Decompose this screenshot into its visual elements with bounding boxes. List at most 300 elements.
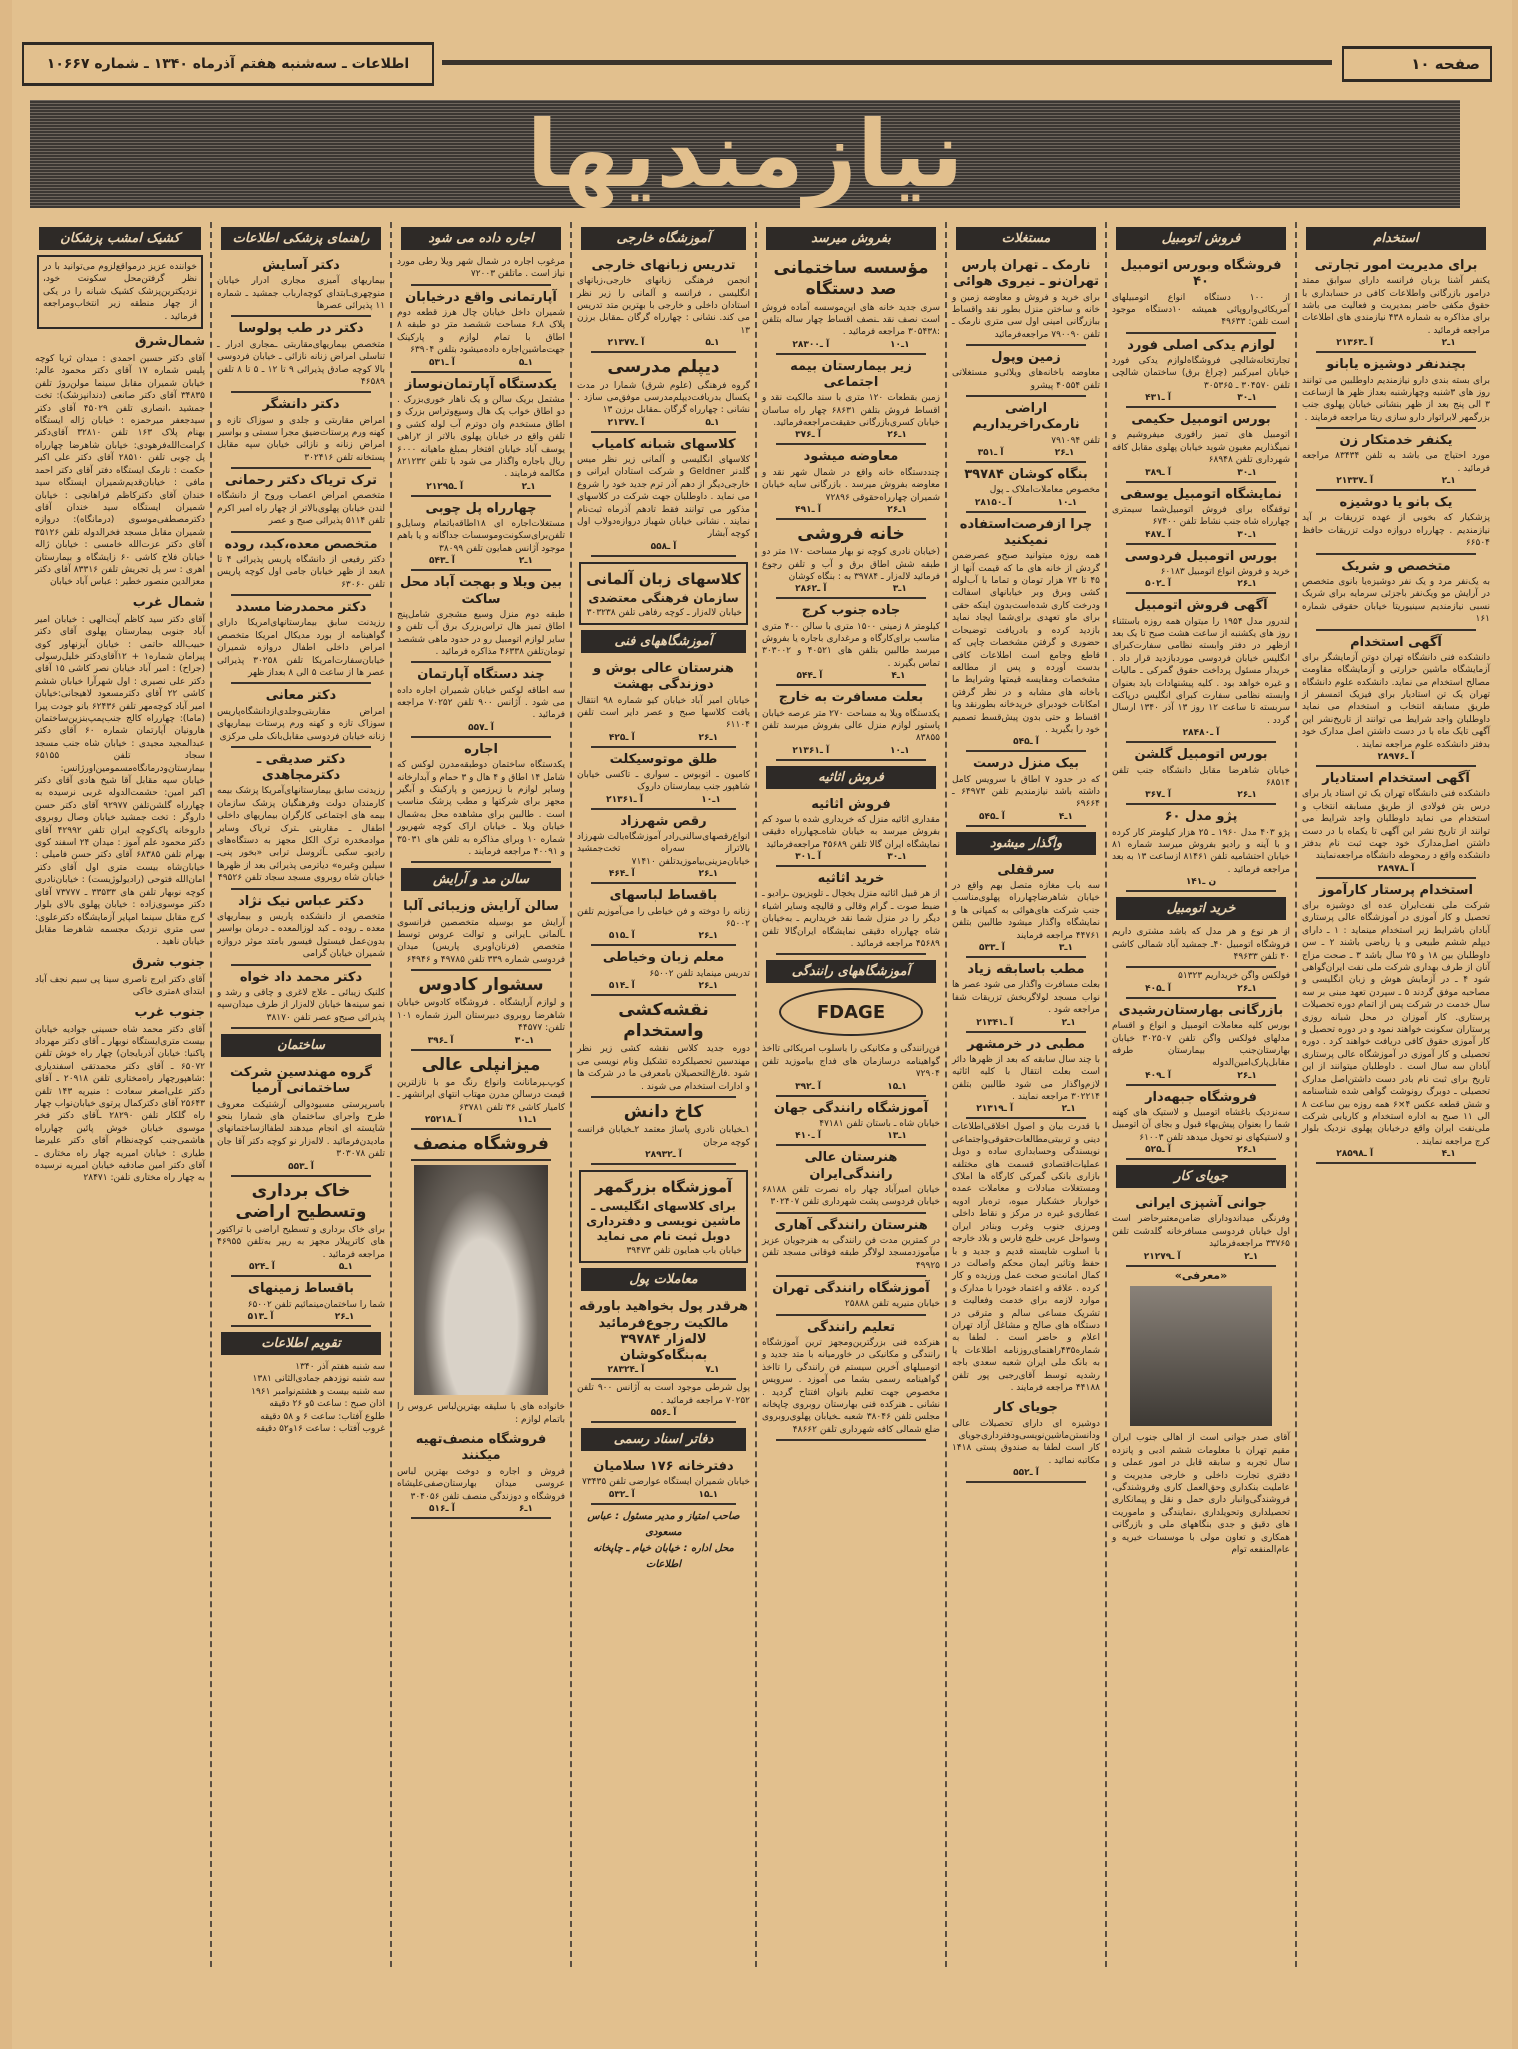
classified-ad: [772, 1277, 940, 1316]
ad-body: فروش و اجاره و دوخت بهترین لباس عروسی میدان بهارستان‌صفی‌علیشاه فروشگاه و دوزندگی منصف تلفن ۳۰۴۰۵۶: [397, 1466, 565, 1502]
ad-content: [577, 814, 750, 879]
ad-content: [952, 1037, 1100, 1115]
classified-ad: [577, 1380, 751, 1423]
portrait-photo: [1130, 1286, 1272, 1426]
ad-title: اراضی نارمک‌راخریداریم: [972, 401, 1080, 433]
ad-content: [397, 377, 565, 492]
ad-title: بازرگانی بهارستان‌رشیدی: [1118, 1002, 1284, 1018]
ad-code: آ ـ۵۵۷: [468, 722, 494, 733]
ad-title: چرا ازفرصت‌استفاده نمیکنید: [959, 516, 1093, 548]
classified-ad: [231, 1277, 385, 1327]
ad-title: فروشگاه وبورس اتومبیل ۴۰: [1120, 258, 1282, 290]
ad-code: آ ـ۲۸۹۷۸: [1377, 863, 1415, 874]
classified-ad: [1112, 999, 1290, 1086]
ad-content: [952, 467, 1100, 508]
ad-title: نقشه‌کشی واستخدام: [618, 999, 709, 1042]
ad-title: مؤسسه ساختمانی صد دستگاه: [773, 258, 929, 300]
section-heading: فروش اتومبیل: [1116, 227, 1286, 250]
ad-code: ۱ـ۲۶: [698, 931, 719, 942]
ad-title: هنرستان عالی رانندگی‌ایران: [804, 1150, 898, 1182]
classified-ad: [1112, 1192, 1290, 1266]
ad-title: دیپلم مدرسی: [607, 357, 720, 378]
classified-ad: [762, 1146, 940, 1213]
ad-code: آ ـ۲۱۳۱۹: [976, 1104, 1014, 1115]
article-text: آقای دکتر سید کاظم آیت‌الهی : خیابان امیر آباد جنوبی بیمارستان پهلوی آقای دکتر حبیب‌الله حاتمی : خیابان آیزنهاور کوی پیرامان شماره۱ + ۱۲آقای‌دکتر خلیل‌رسولی (جراح) : امیر آباد خیابان نصر کاشی ۱۵ آقای دکتر علی نصیری : اول شهرآرا خیابان ششم کاشی ۲۲ آقای دکترمسعود لاهیجانی:خیابان امیر آباد کوچه‌مهر تلفن ۶۲۴۳۶ بانو جودت پیرا (ماما): چهارراه کالج جنب‌پمپ‌بنزین‌ساختمان هارونیان آپارتمان شماره ۶۰ آقای دکتر عبدالمجید مجیدی : خیابان شاه جنب مسجد سجاد تلفن ۶۵۱۵۵ بیمارستان‌ودرمانگاه‌مسمومین‌اورژانس: خیابان سپه مقابل آقا شیخ هادی آقای دکتر اکبر امین: حشمت‌الدوله غربی نرسیده به چهارراه گلشن‌تلفن ۹۲۹۷۷ آقای دکتر حسن داروگر : تخت جمشید خیابان وصال روبروی داروخانه پاک‌کوچه ایران تلفن ۴۲۹۹۲ آقای دکتر محمود علم آموز : میدان ۲۴ اسفند کوی بهرام تلفن ۶۸۳۸۵ آقای دکتر حسن فامیلی : خیابان‌شاه بیست متری اول آقای دکتر امان‌الله فتوحی (رادیولوژیست) : خیابان‌نادری کوچه نوبهار تلفن های ۳۳۵۳۳ ـ ۷۳۷۷۷ آقای دکتر موسوی‌زاده : خیابان پهلوی بالای بلوار کرج مقابل سینما امپایر آزمایشگاه دکترعلوی: سی متری نزدیک مجسمه شاهرضا مقابل خیابان ناهید .: [35, 614, 206, 948]
calendar-block: [217, 1359, 385, 1437]
ad-body: همه روزه میتوانید صبح‌و عصرضمن گردش از خانه های ما که قیمت آنها از ۴۵ تا ۷۳ هزار تومان و تماما با آب‌لوله کشی وبرق وبر خیابانهای اسفالت ودرخت کاری شده‌است‌بدون اینکه حقی برای ماو تعهدی برای‌شما ایجاد نماید بازدید کرده و بادریافت توضیحات حضوری و گرفتن مشخصات چاپی که قاطع وجامع است اطلاعات کافی بدست آورده و پس از مطالعه مشخصات ومقایسه قیمتها وشرایط ما باخانه های مشابه و در نظر گرفتن امکانات خودبرای خریدخانه بطورنقد ویا اقساط و حتی بدون پیش‌قسط تصمیم خود را بگیرید .: [952, 551, 1101, 735]
article-text: خانواده های با سلیقه بهترین‌لباس عروس را باتمام لوازم :: [397, 1402, 565, 1425]
classified-ad: [1112, 483, 1290, 545]
ad-content: [952, 517, 1100, 748]
ad-body: برای بسته بندی دارو نیازمندیم داوطلبین می توانند روز های ۳شنبه وچهارشنبه بعداز ظهر ها ازساعت ۳ الی پنج بعد از ظهر بنشانی خیابان پهلوی جنب بزرگمهر لابراتوار دارو سازی ریتا مراجعه فرمایند .: [1302, 375, 1490, 423]
ad-body: شما را ساختمان‌مینمائیم تلفن ۶۵۰۰۲: [247, 1299, 385, 1310]
ad-code: آ ـ۵۵۶: [650, 1408, 677, 1419]
classified-ad: [1112, 334, 1290, 408]
classified-ad: [1302, 631, 1490, 768]
boxed-ad: [579, 1170, 748, 1263]
ad-code: آ ـ۲۱۳۴۱: [976, 1017, 1014, 1028]
ad-code: آ ـ۲۱۳۳۷: [1336, 476, 1374, 487]
ad-title: هنرستان عالی بوش و دوزندگی بهشت: [593, 661, 734, 693]
ad-code: آ ـ۲۸۵۹۸: [1336, 1149, 1374, 1160]
section-heading: راهنمای پزشکی اطلاعات: [221, 227, 381, 250]
issue-line: اطلاعات ـ سه‌شنبه هفتم آذرماه ۱۳۴۰ ـ شماره ۱۰۶۶۷: [22, 42, 434, 86]
ad-code: آ ـ۲۱۳۶۱: [606, 794, 643, 805]
ad-codes: [1302, 338, 1490, 348]
calendar-line: اذان صبح : ساعت ۵و ۲۶ دقیقه: [269, 1399, 385, 1410]
ad-body: کامیون ـ اتوبوس ـ سواری ـ تاکسی خیابان شاهپور جنب بیمارستان داروک: [577, 769, 750, 793]
ad-code: آ ـ۲۸۴۸۰: [1182, 728, 1220, 739]
page-number: صفحه ۱۰: [1342, 46, 1492, 82]
ad-body: خیابان باب همایون تلفن ۳۹۴۷۳: [626, 1245, 742, 1256]
ad-code: ۱ـ۲: [1061, 1104, 1076, 1115]
ad-codes: [762, 505, 940, 515]
ad-codes: [762, 1131, 940, 1141]
ad-content: [1112, 809, 1290, 887]
ad-codes: [217, 1262, 385, 1272]
ad-content: [577, 752, 750, 805]
boxed-ad: [579, 562, 748, 625]
ad-code: ۱ـ۵: [518, 357, 533, 368]
ad-title: بورس اتومبیل فردوسی: [1124, 548, 1278, 564]
classified-ad: [1302, 879, 1491, 1164]
ad-code: ۱ـ۲: [1244, 1251, 1259, 1262]
classified-ad: [397, 1428, 565, 1519]
ad-codes: [762, 584, 940, 594]
ad-body: خواننده عزیز درمواقع‌لزوم می‌توانید با در نظر گرفتن‌محل سکونت خود، نزدیکترین‌پزشک کشیک شبانه را در یکی از چهار منطقه زیر انتخاب‌ومراجعه فرمائید .: [43, 262, 197, 322]
ad-body: در کمترین مدت فن رانندگی به هنرجویان عزیز میآموزد‌مسجد لولاگر طبقه فوقانی مسجد تلفن ۴۹۹۲۵: [762, 1235, 940, 1271]
ad-content: [577, 888, 750, 941]
ad-codes: [1302, 752, 1490, 762]
ad-code: آ ـ۲۱۳۷۷: [607, 338, 645, 349]
ad-code: ۱ـ۲۶: [698, 869, 719, 880]
ad-content: [762, 1150, 940, 1208]
ad-body: تجارتخانه‌شالچی فروشگاه‌لوازم یدکی فورد خیابان امیرکبیر (چراغ برق) ساختمان شالچی تلفن ۳۰۴۵۷۰ ـ ۳۰۵۳۶۵: [1112, 355, 1290, 391]
ad-content: [1302, 258, 1490, 348]
ad-codes: [1112, 530, 1290, 540]
classified-ad: [1112, 743, 1290, 805]
ad-codes: [762, 852, 940, 862]
ad-title: آگهی استخدام: [1350, 634, 1442, 650]
ad-body: برای خرید و فروش و معاوضه زمین و خانه و ساختن منزل بطور نقد واقساط ببازرگانی امینی اول سی متری نارمک ـ تلفن ۷۹۰۰۹۰ مراجعه‌فرمائید: [952, 292, 1100, 340]
article-text: آقای دکتر حسین احمدی : میدان ثریا کوچه پلیس شماره ۱۷ آقای دکتر محمود عالم: خیابان شمیران مقابل سینما مولن‌روژ تلفن ۳۴۸۳۵ آقای دکتر صانعی (دندانپزشک): تخت جمشید ،انصاری تلفن ۴۵۰۲۹ آقای دکتر سیدجعفر میرحمزه : خیابان ژاله ایستگاه بهنام پلاک ۱۶۳ تلفن ۳۲۸۱۰ آقای‌دکتر کرامت‌الله‌فرهودی: خیابان شاهرضا چهارراه پل چوبی تلفن ۲۸۵۱۰ آقای دکتر علی اکبر حکمت : نارمک ایستگاه دفتر آقای دکتر احمد مافی : خیابان‌قدیم‌شمیران ایستگاه سید خندان آقای دکتر‌کاظم فراهانچی : خیابان شمیران ایستگاه سید خندان آقای دکتر‌مصطفی‌موسوی (درمانگاه): دروازه شمیران مقابل مسجد فخرالدوله تلفن ۳۵۱۲۶ آقای دکتر عزت‌الله خامسی : خیابان ژاله خیابان فلاح کاشی ۶۰ زایشگاه و بیمارستان اهری : سر پل تجریش تلفن ۸۳۳۱۶ آقای دکتر معزالدین منصور خطیر : عباس آباد خیابان: [35, 354, 206, 588]
ad-code: آ ـ۲۸۹۳۲: [645, 1150, 682, 1161]
ad-content: [217, 1065, 385, 1172]
ad-body: و لوازم آرایشگاه . فروشگاه کادوس خیابان شاهرضا روبروی دبیرستان البرز شماره ۱۰۱ تلفن: ۴۴۵۷۷: [397, 998, 565, 1034]
ad-body: معاوضه باخانه‌های ویلائی‌و مستغلاتی تلفن ۴۰۵۵۴ پیشرو: [952, 368, 1100, 391]
ad-title: جاده جنوب کرج: [801, 603, 901, 619]
ad-columns: [30, 222, 1495, 1967]
ad-code: آ ـ۵۳۱: [429, 357, 455, 368]
ad-content: [952, 1400, 1100, 1478]
ad-code: ۱ـ۲۶: [887, 504, 907, 515]
ad-column: [390, 222, 570, 1967]
ad-title: متخصص معده،کبد، روده: [224, 536, 378, 552]
ad-body: دانشکده فنی دانشگاه تهران یک تن استاد یار برای درس بتن فولادی از طریق مسابقه انتخاب و استخدام می نماید داوطلبان واجد شرایط می توانند از تاریخ نشر این آگهی تا یکماه با در دست داشتن اصل‌مدارک خود جهت ثبت نام بدفتر دانشکده واقع د رمحوطه دانشگاه مراجعه‌نمایند: [1302, 789, 1490, 862]
classified-ad: [1112, 1086, 1290, 1160]
ad-code: ۱ـ۳۰: [514, 1035, 535, 1046]
ad-code: ۱ـ۲۶: [334, 1311, 355, 1322]
ad-body: دکتر رفیعی از دانشگاه پاریس پذیرائی ۴ تا ۸بعد از ظهر خیابان جامی اول کوچه پاریس تلفن ۶۳۰۶۰: [217, 554, 385, 590]
ad-title: کاخ دانش: [623, 1102, 704, 1123]
ad-title: دکتر محمد داد خواه: [239, 969, 363, 985]
ad-title: فروشگاه منصف‌تهیه میکنند: [415, 1432, 547, 1464]
ad-body: ۱ـخیابان نادری پاساژ معتمد ۲ـخیابان فرانسه کوچه مرجان: [577, 1125, 750, 1148]
classified-ad: [762, 599, 940, 686]
ad-code: آ ـ۴۳۱: [1145, 393, 1171, 404]
ad-code: ۱ـ۲: [521, 481, 536, 492]
ad-code: ۱ـ۱۳: [887, 1131, 907, 1142]
ad-content: [397, 667, 565, 732]
ad-body: کلاسهای انگلیسی و آلمانی زیر نظر میس گلدنر Geldner و شرکت استادان ایرانی و خارجی‌دیگر از دهم آذر ترم جدید خود را شروع می نماید . داوطلبان جهت شرکت در کلاسهای مذکور می توانند فقط تادهم آذرماه ثبت‌نام نمایند . نشانی خیابان شهباز دروازه‌دولاب اول کوچه آبشار: [577, 455, 750, 540]
ad-content: [217, 752, 385, 885]
ad-body: از ۱۰۰ دستگاه انواع اتومبیلهای آمریکائی‌واروپائی همیشه ۱۰دستگاه موجود است تلفن: ۴۹۶۳۳: [1112, 292, 1290, 328]
ad-content: [762, 1320, 940, 1437]
ad-body: مستغلات‌اجاره ای ۱۸اطاقه‌باتمام وسایل‌و تلفن‌برای‌سکونت‌وموسسات جداگانه و یا باهم موجود آژانس همایون تلفن ۳۸۰۹۹: [397, 519, 565, 554]
ad-code: آ ـ۳۶۷: [1145, 790, 1171, 801]
classified-ad: [762, 1316, 940, 1442]
ad-content: [1302, 495, 1490, 549]
ad-codes: [217, 1162, 385, 1172]
ad-codes: [577, 981, 750, 991]
page-header-bar: [22, 46, 1492, 86]
ad-content: [762, 690, 940, 755]
classified-ad: [577, 657, 750, 748]
ad-code: آ ـ۵۱۴: [608, 980, 635, 991]
classified-ad: [952, 752, 1101, 826]
article-text: آقای صدر جوانی است از اهالی جنوب ایران مقیم تهران با معلومات ششم ادبی و پانزده سال تجربه و سابقه قابل در امور عملی و دفتری تجارت داخلی و خارجی مدیریت و عاملیت بنکداری وحق‌العمل کاری وفروشندگی، فروشندگی‌وانبار داری حمل و نقل و پیمانکاری تحصیلداری وتحویلداری ،نمایندگی و ماموریت های دقیق و جدی بنگاههای ملی و بازرگانی همکاری و تعاون مولی با موسسات خیریه و عام‌المنفعه توام: [1112, 1433, 1290, 1556]
ad-body: آرایش مو بوسیله متخصصین فرانسوی ـآلمانی ـایرانی و توالت عروس توسط متخصص (فرنان‌اوبری پاریس) میدان فردوسی شماره ۳۳۹ تلفن ۴۹۷۸۵ و ۶۴۹۴۶: [397, 917, 565, 965]
classified-ad: [762, 686, 940, 760]
ad-codes: [762, 746, 940, 756]
ad-body: متخصص بیماریهای‌مقاربتی ـمجاری ادرار ـ تناسلی امراض زنانه نازائی ـ خیابان فردوسی بالا کوچه صادق پذیرائی ۹ تا ۱۲ ـ ۵ تا ۸ تلفن ۴۶۵۸۹: [217, 339, 386, 387]
ad-title: دکتر صدیقی ـ دکتر‌مجاهدی: [256, 751, 346, 784]
ad-code: ۱ـ۲۶: [1237, 790, 1257, 801]
ad-content: [1112, 1196, 1290, 1261]
classified-ad: [1302, 254, 1490, 353]
ad-content: [217, 397, 385, 464]
ad-codes: [952, 737, 1100, 747]
ad-content: [1112, 1090, 1290, 1155]
section-heading: ساختمان: [221, 1034, 381, 1057]
ad-body: دانشکده فنی دانشگاه تهران دوتن آزمایشگر برای آزمایشگاه ماشین حرارتی و آزمایشگاه مقاومت مصالح استخدام می نماید. دانشکده علوم دانشگاه تهران یک تن استادیار برای فیزیک اتمسفر از طریق مسابقه انتخاب و استخدام می نماید داوطلبان واجد شرایط می توانند از تاریخ‌نشر این آگهی تایک ماه با در دست داشتن اصل مدارک خود بدفتر دانشکده علوم مراجعه نمایند .: [1302, 652, 1490, 750]
ad-body: مرغوب اجاره در شمال شهر ویلا رطی مورد نیاز است . ماتلفن ۷۲۰۰۳: [397, 257, 565, 280]
ad-body: برای خاک برداری و تسطیح اراضی با تراکتور های کاترپیلار مجهز به ریپر به‌تلفن ۴۶۹۵۵ مراجعه فرمائید .: [217, 1225, 385, 1260]
classified-ad: [952, 859, 1100, 958]
ad-body: دوره جدید کلاس نقشه کشی زیر نظر مهندسین تحصیلکرده تشکیل ونام نویسی می شود .فارغ‌التحصیلان بامعرفی ما در شرکت ها و ادارات استخدام می شوند .: [577, 1044, 750, 1092]
classified-ad: [952, 346, 1100, 397]
ad-body: خیابان شاه ـ باستان تلفن ۴۷۱۸۱: [819, 1118, 940, 1129]
ad-title: نارمک ـ تهران پارس تهران‌نو ـ نیروی هوائی: [952, 258, 1100, 290]
ad-title: دکتر آسایش: [262, 258, 340, 273]
ad-title: رقص شهرزاد: [620, 813, 707, 829]
classified-ad: [762, 867, 940, 955]
classified-ad: [217, 533, 385, 596]
classified-ad: [952, 513, 1101, 753]
classified-ad: [762, 1214, 940, 1277]
ad-code: ۱ـ۳: [892, 584, 907, 595]
ad-title: یکنفر خدمتکار زن: [1339, 433, 1453, 449]
ad-codes: [1112, 579, 1290, 589]
ad-content: [762, 871, 940, 950]
ad-code: آ ـ۲۱۲۹۵: [426, 481, 464, 492]
ad-title: معاوضه میشود: [803, 449, 899, 465]
classified-ad: [577, 254, 750, 353]
ad-body: کوپ‌ـپرمانانت وانواع رنگ مو با نازلترین قیمت درسالن مدرن مهتاب انتهای ایرانشهر ـ کامیار کاشی ۳۶ تلفن ۶۳۷۸۱: [397, 1077, 565, 1113]
classified-ad: [217, 393, 385, 469]
ad-codes: [1112, 728, 1290, 738]
ad-code: ۱ـ۷: [705, 1365, 720, 1376]
ad-body: چنددستگاه خانه واقع در شمال شهر نقد و معاوضه بفروش میرسد . بازرگانی سایه خیابان شمیران چهارراه‌حقوقی ۷۲۸۹۶: [762, 467, 940, 503]
ad-code: آ ـ۵۲۵: [1145, 1145, 1171, 1156]
classified-ad: [1112, 254, 1290, 334]
ad-body: لندرور مدل ۱۹۵۴ را میتوان همه روزه باستثناء روز های یکشنبه از ساعت هشت صبح تا یک بعد ازظهر در دفتر وابسته نظامی سفارت‌کبرای انگلیس خیابان فردوسی موردبازدید قرار داد . خریدار مسئول پرداخت حقوق گمرکی ـ مالیات و غیره خواهد بود . کلیه پیشنهادات باید بعنوان وابسته نظامی سفارت کبرای انگلیس درپاکت سربسته تا ساعت ۱۲ روز ۱۳ آذر ۱۳۴۰ ارسال گردد .: [1112, 616, 1291, 726]
ad-codes: [577, 1365, 750, 1375]
classified-ad: [217, 684, 385, 747]
ad-codes: [1112, 877, 1290, 887]
calendar-line: غروب آفتاب : ساعت ۱۶و۵۲ دقیقه: [255, 1423, 385, 1434]
ad-code: آ ـ۵۵۸: [650, 541, 677, 552]
ad-title: آموزشگاه بزرگمهر: [594, 1178, 733, 1197]
ad-content: [397, 1134, 565, 1155]
ad-body: که در حدود ۷ اطاق با سرویس کامل داشته باشد نیازمندیم تلفن ۶۴۹۷۳ ـ ۶۹۶۶۴: [952, 774, 1101, 810]
region-heading: شمال‌شرق: [134, 334, 205, 350]
ad-code: آ ـ۵۵۳: [288, 1161, 314, 1172]
ad-code: ۱ـ۲۶: [1237, 579, 1257, 590]
ad-title: زمین وپول: [991, 350, 1061, 366]
ad-content: [577, 1102, 750, 1160]
ad-body: انواع‌رقصهای‌سالنی‌رادر آموزشگاه‌بالت شهرزاد بالاتراز سه‌راه تخت‌جمشید خیابان‌مزینی‌بیاموزیدتلفن ۷۱۴۱۰: [577, 832, 750, 867]
classified-ad: [1302, 491, 1490, 554]
classified-ad: [1112, 924, 1291, 968]
ad-title: استخدام پرستار کارآموز: [1319, 882, 1473, 898]
ad-content: [577, 258, 750, 348]
classified-ad: [577, 1098, 750, 1165]
classified-ad: [1126, 968, 1290, 998]
classified-ad: [397, 971, 565, 1050]
ad-title: تعلیم رانندگی: [807, 1319, 895, 1335]
ad-body: سری جدید خانه های این‌موسسه آماده فروش است نصف نقد ـنصف اقساط چهار ساله بتلفن :۳۰۵۴۳۸ مراجعه فرمائید .: [762, 302, 940, 338]
ad-code: ۱ـ۴: [1441, 1149, 1456, 1160]
ad-codes: [1112, 984, 1290, 994]
ad-title: فروش اثاثیه: [811, 796, 891, 812]
ad-body: سه اطاقه لوکس خیابان شمیران اجاره داده می شود . آژانس ۹۰۰ تلفن ۷۰۲۵۲ مراجعه فرمائید .: [397, 685, 565, 721]
ad-code: آ ـ۲۸۳۲۴: [607, 1365, 645, 1376]
ad-codes: [762, 430, 940, 440]
classified-ad: [952, 1396, 1100, 1483]
ad-code: ۱ـ۲: [1441, 476, 1456, 487]
classified-ad: [1302, 429, 1490, 491]
ad-title: فروشگاه منصف: [413, 1134, 549, 1155]
ad-title: دکتر در طب پولوسا: [238, 321, 364, 337]
classified-ad: [217, 254, 385, 317]
driving-school-logo: [762, 988, 940, 1036]
ad-title: بورس اتومبیل گلشن: [1134, 747, 1268, 763]
ad-title: لوازم یدکی اصلی فورد: [1127, 337, 1275, 353]
ad-body: کیلومتر ۸ زمینی ۱۵۰۰ متری با سالن ۴۰۰ متری مناسب برای‌کارگاه و مرغداری باجاره یا بفروش میرسد طالبین بتلفن های ۴۰۵۲۱ و ۳۰۳۰۰۲ تماس بگیرند .: [762, 621, 940, 669]
section-heading: آموزشگاه خارجی: [581, 227, 746, 250]
ad-codes: [577, 1408, 750, 1418]
ad-content: [397, 742, 565, 859]
ad-title: چند دستگاه آپارتمان: [417, 667, 545, 683]
ad-title: میزانپلی عالی: [421, 1054, 541, 1075]
ad-body: رزیدنت سابق بیمارستانهای‌امریکا دارای گواهینامه از بورد مدیکال امریکا متخصص امراض داخلی اطفال دروازه شمیران خیابان‌سفارت‌امریکا تلفن ۳۰۲۵۸ پذیرائی عصر ها از ساعت ۵ الی ۸ بعداز ظهر: [217, 618, 385, 679]
ad-code: آ ـ۲۸۹۷۶: [1377, 752, 1415, 763]
ad-body: یکدستگاه ساختمان دوطبقه‌مدرن لوکس که شامل ۱۴ اطاق و ۴ هال و ۳ حمام و آبدارخانه وسایر لوازم با زیرزمین و پارکینک و آبگیر مجهز برای شرکتها و مطب پزشک مناسب است . طالبین برای مشاهده محل به‌شمال خیابان ویلا ـ خیابان اراک کوچه شهریور شماره ۱۰ وبرای مذاکره به تلفن های ۳۵۰۳۱ و ۴۰۰۹۱ مراجعه فرمایند .: [397, 760, 565, 857]
ad-title: سرقفلی: [997, 862, 1055, 878]
classified-ad: [411, 1130, 551, 1161]
ad-codes: [1302, 1149, 1490, 1159]
ad-body: هنرکده فنی بزرگترین‌ومجهز ترین آموزشگاه رانندگی و مکانیکی در خاورمیانه با متد جدید و اتومبیلهای آخرین سیستم فن رانندگی را تااخذ گواهینامه رسمی بشما می آموزد . سرویس مخصوص جهت تعلیم بانوان افتتاح گردید . نشانی ـ هنرکده فنی بهارستان روبروی چاپخانه مجلس تلفن ۳۸۰۴۶ شعبه ـخیابان پهلوی‌روبروی ضلع شمالی کافه شهرداری تلفن ۴۸۶۶۲: [762, 1338, 940, 1435]
ad-content: [762, 1218, 940, 1272]
ad-body: خرید و فروش انواع اتومبیل ۶۰۱۸۳: [1160, 566, 1290, 577]
ad-body: یکنفر آشنا بزبان فرانسه دارای سوابق ممتد درامور بازرگانی واطلاعات کافی در حسابداری با حقوق مکفی حاضر بمدیریت و فعالیت می باشد برای مذاکره به شماره ۴۳۸ نیازمندی های اطلاعات مراجعه فرمائید .: [1302, 276, 1490, 336]
classified-ad: [773, 1097, 940, 1147]
ad-content: [397, 256, 565, 281]
ad-content: [1112, 970, 1290, 993]
ad-code: آ ـ۲۱۳۶۱: [792, 745, 830, 756]
classified-ad: [397, 895, 565, 971]
ad-column: [1295, 222, 1495, 1967]
ad-column: [210, 222, 390, 1967]
classified-ad: [217, 890, 385, 966]
ad-title: یکدستگاه آپارتمان‌نوساز: [404, 376, 558, 392]
ad-code: آ ـ۳۸۹: [1145, 467, 1171, 478]
ad-codes: [952, 812, 1100, 822]
ad-title: باقساط لباسهای: [609, 888, 718, 904]
classified-ad: [952, 254, 1100, 346]
ad-subtitle: سازمان فرهنگی معتضدی: [588, 590, 739, 605]
ad-body: پزشکیار که بخوبی از عهده تزریقات بر آید نیازمندیم . چهارراه دروازه دولت تزریقات حافظ ۶۶۵۰۴: [1302, 513, 1490, 549]
classified-ad: [397, 254, 565, 286]
ad-codes: [1112, 1145, 1290, 1155]
ad-title: متخصص و شریک: [1341, 558, 1451, 574]
classified-ad: [1112, 408, 1290, 482]
ad-body: توقفگاه برای فروش اتومبیل‌شما سیمتری چهارراه شاه جنب نشاط تلفن ۶۷۴۰۰: [1112, 504, 1290, 528]
ad-code: آ ـ۴۱۰: [795, 1131, 821, 1142]
calendar-line: سه شنبه هفتم آذر ۱۳۴۰: [295, 1361, 385, 1372]
ad-codes: [397, 556, 565, 566]
article-text: آقای دکتر ایرج ناصری سینا پی سیم نجف آباد ابتدای ۸متری خاکی: [35, 974, 205, 998]
ad-content: [1112, 1003, 1290, 1081]
ad-code: آ ـ۲۸۶۲: [795, 584, 827, 595]
ad-code: آ ـ۵۴۵: [1013, 737, 1039, 748]
ad-body: انجمن فرهنگی زبانهای خارجی‌،زبانهای انگلیسی ، فرانسه و آلمانی را زیر نظر استادان داخلی و خارجی با بهترین متد تدریس می کند. نشانی : چهارراه گرگان ـمقابل برزن ۱۳: [577, 276, 750, 336]
ad-title: بین ویلا و بهجت آباد محل ساکت: [400, 575, 562, 607]
ad-content: [217, 688, 385, 742]
ad-content: [217, 1181, 385, 1273]
ad-content: [762, 258, 940, 350]
ad-code: ۱ـ۳: [1058, 943, 1073, 954]
ad-code: آ ـ۳۷۶: [795, 430, 821, 441]
ad-codes: [397, 1504, 565, 1514]
ad-code: ۱ـ۲۶: [1054, 448, 1075, 459]
ad-content: [397, 1055, 565, 1125]
ad-title: آموزشگاه رانندگی تهران: [772, 1281, 930, 1297]
ad-code: ۱ـ۲: [1061, 1017, 1076, 1028]
ad-title: بچندنفر دوشیزه یابانو: [1326, 357, 1466, 373]
ad-title: اجاره: [464, 741, 498, 757]
ad-body: پژو ۴۰۳ مدل ۱۹۶۰ ـ ۲۵ هزار کیلومتر کار کرده و با آینه و رادیو بفروش میرسد شماره ۸۱ خیابان احتشامیه تلفن ۸۱۴۶۱ ازساعت ۱۳ به بعد مراجعه فرمائید .: [1112, 827, 1291, 875]
ad-content: [952, 401, 1100, 458]
classified-ad: [577, 810, 750, 884]
ad-content: [577, 950, 750, 991]
classified-ad: [397, 1051, 565, 1130]
ad-code: ۱ـ۲: [1441, 338, 1456, 349]
ad-content: [577, 1382, 750, 1418]
section-heading: استخدام: [1306, 227, 1486, 250]
ad-title: چهارراه پل چوبی: [425, 500, 537, 516]
ad-content: [397, 899, 565, 966]
ad-codes: [952, 1468, 1100, 1478]
ad-body: شرکت ملی نفت‌ایران عده ای دوشیزه برای تحصیل و کار آموزی در آموزشگاه عالی پرستاری آبادان باشرایط زیر استخدام مینماید : ۱ ـ دارای دیپلم ششم طبیعی و یا ریاضی باشند ۲ ـ سن داوطلبان بین ۱۸ و ۲۵ سال باشد ۳ ـ صحت مزاج آنان از طرف بهداری شرکت ملی نفت ایران‌گواهی شود ۴ ـ در آزمایش هوش و زبان انگلیسی و مصاحبه موفق گردند ۵ ـ سپردن تعهد مبنی بر سه سال خدمت در شرکت پس از اتمام دوره تحصیلات پرستاری. کار آموزان در محل شبانه روزی پرستاران سکونت خواهند نمود و در دوره تحصیل و کار آموزی حقوق کافی دریافت خواهند کرد . دوره تحصیلی و کار آموزی در آموزشگاه عالی پرستاری آبادان سه سال است . داوطلبان میتوانند از این تاریخ برای ثبت نام بادر دست داشتن‌اصل مدارک تحصیلی ـ دوبرگ رونوشت گواهی شده شناسنامه و شش قطعه عکس ۴×۶ همه روزه بین ساعت ۸ الی ۱۱ صبح به اداره استخدام و کاریابی شرکت ملی‌نفت ایران واقع درخیابان پهلوی نزدیک بلوار کرج مراجعه نمایند .: [1302, 901, 1491, 1147]
ad-code: ۱ـ۱۰: [890, 339, 910, 350]
ad-title: پژو مدل ۶۰: [1164, 809, 1238, 825]
ad-title: دکتر عباس نیک نژاد: [238, 893, 364, 909]
ad-content: [1112, 412, 1290, 477]
section-heading: سالن مد و آرایش: [401, 868, 561, 891]
ad-code: ۱ـ۳۰: [887, 852, 907, 863]
ad-content: [762, 524, 940, 594]
ad-code: ۱ـ۵: [338, 1262, 353, 1273]
classified-ad: [762, 1041, 940, 1096]
ad-body: خیابان امیرآباد چهار راه نصرت تلفن ۶۸۱۸۸ خیابان فردوسی پشت شهرداری تلفن ۳۰۲۴۰۷: [762, 1184, 940, 1208]
ad-content: [217, 970, 385, 1024]
section-heading: اجاره داده می شود: [401, 227, 561, 250]
ad-code: ۱ـ۲: [518, 556, 533, 567]
ad-content: [762, 1281, 940, 1311]
ad-codes: [762, 340, 940, 350]
ad-title: بنگاه کوشان ۳۹۷۸۴: [964, 467, 1088, 483]
ad-content: [217, 473, 385, 527]
ad-codes: [762, 671, 940, 681]
ad-codes: [577, 1490, 750, 1500]
footer-line: صاحب امتیاز و مدیر مسئول : عباس مسعودی: [587, 1510, 740, 1538]
ad-codes: [952, 498, 1100, 508]
section-heading: دفاتر اسناد رسمی: [581, 1428, 746, 1451]
classified-ad: [577, 748, 750, 810]
ad-code: آ ـ۵۴۵: [979, 811, 1005, 822]
section-heading: مستغلات: [956, 227, 1096, 250]
ad-content: [397, 290, 565, 368]
ad-column: [945, 222, 1105, 1967]
ad-code: ۱ـ۲۶: [1237, 1145, 1257, 1156]
ad-content: [397, 501, 565, 566]
classified-ad: [1302, 555, 1490, 631]
ad-content: [952, 962, 1100, 1027]
ad-codes: [217, 1312, 385, 1322]
ad-body: از هر قبیل اثاثیه منزل یخچال ـ تلویزیون ـرادیو ـ ضبط صوت ـ گرام وقالی و قالیچه وسایر اشیاء دیگر را در منزل شما نقد خریداریم ـ به‌خیابان شاه چهارراه دقیقی نمایشگاه ایران‌گالا تلفن ۴۵۶۸۹ مراجعه فرمائید .: [762, 889, 940, 950]
